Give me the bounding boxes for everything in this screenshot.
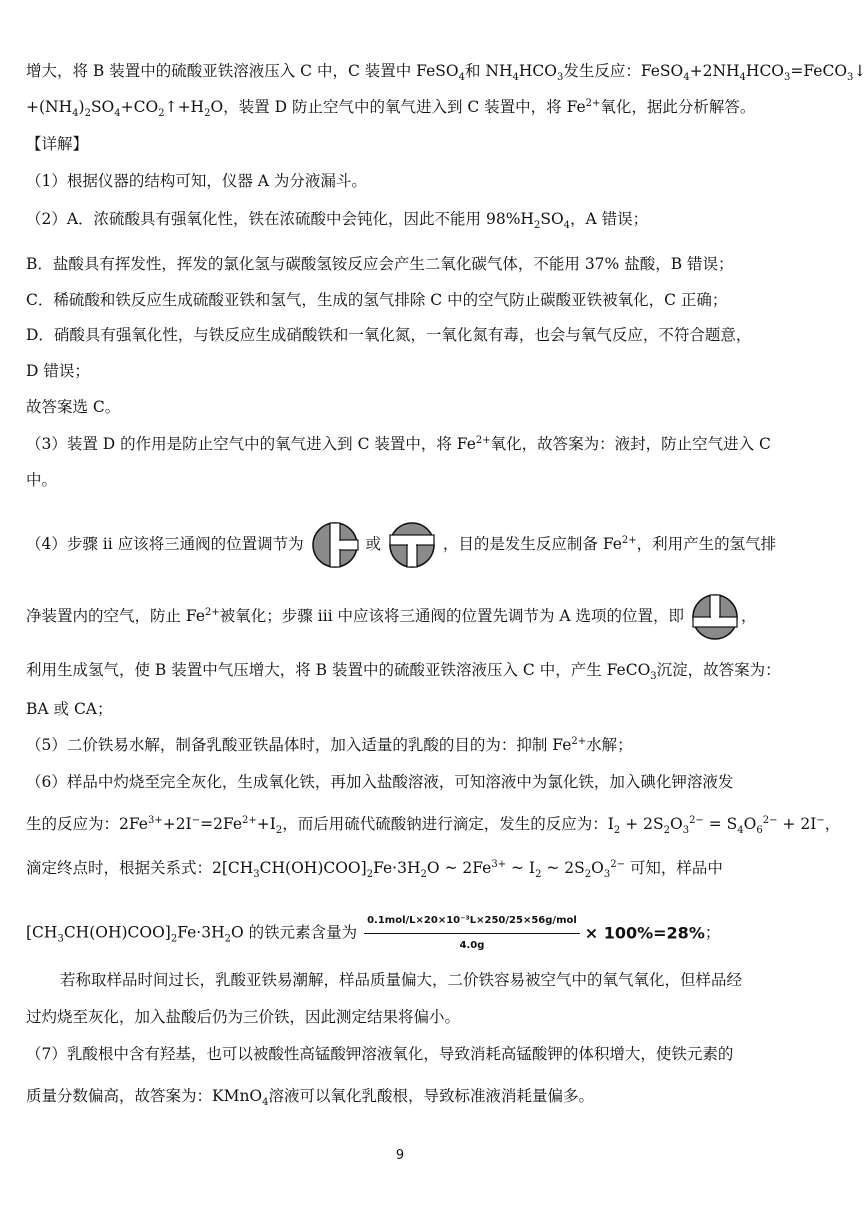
three-way-valve-bottom-icon [388, 521, 436, 569]
text-line: （5）二价铁易水解，制备乳酸亚铁晶体时，加入适量的乳酸的目的为：抑制 $Fe^{2+}$水解； [26, 735, 633, 754]
text-line: 故答案选 C。 [26, 398, 121, 416]
text-line: B．盐酸具有挥发性，挥发的氯化氢与碳酸氢铵反应会产生二氧化碳气体，不能用 37% 盐酸，B 错误； [26, 255, 734, 273]
text-line: 增大，将 B 装置中的硫酸亚铁溶液压入 C 中，C 装置中 FeSO$_4$和 $NH_4HCO_3$发生反应：$FeSO_4+2NH_4HCO_3=FeCO_3↓$ [26, 62, 866, 84]
text-line: （2）A．浓硫酸具有强氧化性，铁在浓硫酸中会钝化，因此不能用 $98\%H_2SO_4$，A 错误； [26, 210, 649, 232]
text-line: 利用生成氢气，使 B 装置中气压增大，将 B 装置中的硫酸亚铁溶液压入 C 中，产生 FeCO$_3$沉淀，故答案为： [26, 661, 781, 683]
text-line: C．稀硫酸和铁反应生成硫酸亚铁和氢气，生成的氢气排除 C 中的空气防止碳酸亚铁被氧化，C 正确； [26, 291, 728, 309]
fraction-numerator: 0.1mol/L×20×10⁻³L×250/25×56g/mol [364, 910, 580, 934]
text-line: （4）步骤 ⅱ 应该将三通阀的位置调节为 或 ，目的是发生反应制备 $Fe^{2+}$，利用产生的氢气排 [26, 521, 772, 569]
iron-content-fraction [364, 910, 580, 957]
three-way-valve-top-icon [691, 593, 739, 641]
text-line: 生的反应为：$2Fe^{3+}+2I^-=2Fe^{2+}+I_2$，而后用硫代硫酸钠进行滴定，发生的反应为：$I_2 + 2S_2O_3^{2-} = S_4O_6^{2-} + 2I^-$， [26, 814, 841, 837]
fraction-denominator: 4.0g [459, 940, 485, 951]
section-heading: 【详解】 [26, 135, 89, 153]
text-line: 净装置内的空气，防止 $Fe^{2+}$被氧化；步骤 ⅲ 中应该将三通阀的位置先调节为 A 选项的位置，即 ， [26, 593, 772, 641]
text-line: D．硝酸具有强氧化性，与铁反应生成硝酸铁和一氧化氮，一氧化氮有毒，也会与氧气反应，不符合题意， [26, 326, 752, 344]
text-line: （1）根据仪器的结构可知，仪器 A 为分液漏斗。 [26, 172, 367, 190]
text-line: $+(NH_4)_2SO_4+CO_2↑+H_2O$，装置 D 防止空气中的氧气进入到 C 装置中，将 $Fe^{2+}$氧化，据此分析解答。 [26, 97, 756, 120]
three-way-valve-left-icon [311, 521, 359, 569]
text-line: 滴定终点时，根据关系式：$2[CH_3CH(OH)COO]_2Fe\cdot 3H_2O$ ~ $2Fe^{3+}$ ~ $I_2$ ~ $2S_2O_3^{2-}$ 可知，样品中 [26, 858, 723, 881]
text-line: 若称取样品时间过长，乳酸亚铁易潮解，样品质量偏大，二价铁容易被空气中的氧气氧化，但样品经 [60, 971, 743, 989]
text-line: 过灼烧至灰化，加入盐酸后仍为三价铁，因此测定结果将偏小。 [26, 1008, 461, 1026]
text-line: 质量分数偏高，故答案为：KMnO$_4$溶液可以氧化乳酸根，导致标准液消耗量偏多。 [26, 1087, 595, 1109]
text-line: （3）装置 D 的作用是防止空气中的氧气进入到 C 装置中，将 $Fe^{2+}$氧化，故答案为：液封，防止空气进入 C [26, 434, 771, 453]
text-line: 中。 [26, 471, 58, 489]
text-line: BA 或 CA； [26, 700, 113, 718]
text-line: D 错误； [26, 362, 90, 380]
text-line: （6）样品中灼烧至完全灰化，生成氧化铁，再加入盐酸溶液，可知溶液中为氯化铁，加入碘化钾溶液发 [26, 773, 734, 791]
page-number: 9 [395, 1148, 405, 1163]
iron-content-result: × 100%=28% [584, 923, 705, 943]
text-line: （7）乳酸根中含有羟基，也可以被酸性高锰酸钾溶液氧化，导致消耗高锰酸钾的体积增大，使铁元素的 [26, 1045, 734, 1063]
formula-line: $[CH_3CH(OH)COO]_2Fe\cdot 3H_2O$ 的铁元素含量为 $\frac{\text{0.1mol/L×20×10⁻³L×250/25×56g/mol}}{4.0g}$ × 100%=28%； [26, 910, 772, 957]
